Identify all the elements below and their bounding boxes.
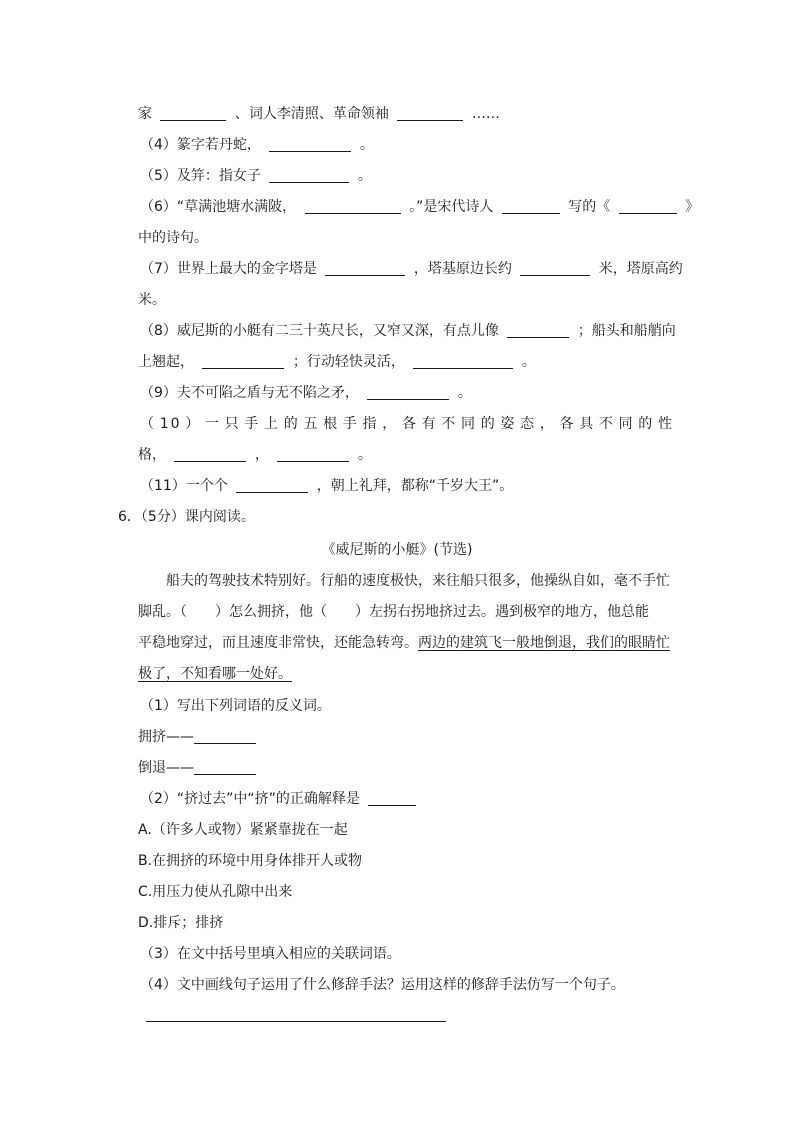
option-a[interactable] — [138, 820, 674, 840]
option-c[interactable] — [138, 882, 674, 902]
passage-line-2 — [138, 602, 674, 622]
text: （4）篆字若丹蛇， — [140, 137, 261, 153]
answer-blank[interactable] — [413, 353, 513, 369]
text: 《威尼斯的小艇》(节选) — [321, 542, 473, 558]
answer-blank[interactable] — [502, 198, 560, 214]
text: （7）世界上最大的金字塔是 — [140, 261, 317, 277]
text: 。 — [359, 137, 374, 153]
answer-blank[interactable] — [174, 446, 246, 462]
text: （5）及笄：指女子 — [140, 168, 261, 184]
text: C.用压力使从孔隙中出来 — [138, 884, 293, 900]
text: ；船头和船艄向 — [577, 323, 676, 339]
text: 拥挤—— — [138, 729, 194, 745]
line-1 — [138, 104, 674, 124]
text: （11）一个个 — [140, 478, 228, 494]
text: 》 — [685, 199, 700, 215]
text: 米，塔原高约 — [598, 261, 683, 277]
subquestion-1 — [140, 696, 674, 716]
passage-line-1 — [166, 571, 674, 591]
text: A.（许多人或物）紧紧靠拢在一起 — [138, 822, 348, 838]
question-11 — [140, 476, 674, 496]
underlined-sentence: 极了，不知看哪一处好。 — [138, 666, 292, 682]
text: 倒退—— — [138, 760, 194, 776]
text: 米。 — [138, 292, 166, 308]
text: （10）一只手上的五根手指，各有不同的姿态，各具不同的性 — [140, 416, 674, 432]
text: 船夫的驾驶技术特别好。行船的速度极快，来往船只很多，他操纵自如，毫不手忙 — [166, 573, 670, 589]
text: 家 — [138, 106, 152, 122]
answer-blank[interactable] — [305, 198, 401, 214]
question-7-line2 — [138, 290, 674, 310]
answer-blank[interactable] — [269, 136, 351, 152]
text: （6）“草满池塘水满陂， — [140, 199, 297, 215]
text: ；行动轻快灵活， — [292, 354, 405, 370]
question-7-line1 — [140, 259, 683, 279]
answer-blank[interactable] — [520, 260, 590, 276]
text: （2）“挤过去”中“挤”的正确解释是 — [140, 791, 360, 807]
text: （1）写出下列词语的反义词。 — [140, 698, 331, 714]
passage-title — [0, 540, 794, 560]
text: 写的《 — [568, 199, 611, 215]
text: 6．（5分）课内阅读。 — [118, 509, 255, 525]
answer-blank[interactable] — [325, 260, 405, 276]
answer-blank[interactable] — [619, 198, 677, 214]
question-4 — [140, 135, 674, 155]
text: 。”是宋代诗人 — [409, 199, 494, 215]
answer-blank[interactable] — [236, 477, 308, 493]
text: 中的诗句。 — [138, 230, 208, 246]
text: 。 — [457, 385, 472, 401]
text: ，塔基原边长约 — [413, 261, 512, 277]
option-d[interactable] — [138, 913, 674, 933]
underlined-sentence: 两边的建筑飞一般地倒退，我们的眼睛忙 — [418, 635, 670, 651]
question-6-heading — [118, 507, 674, 527]
question-8-line1 — [140, 321, 674, 341]
answer-blank[interactable] — [269, 167, 349, 183]
question-9 — [140, 383, 674, 403]
text: …… — [471, 106, 500, 122]
text: ， — [254, 447, 269, 463]
question-8-line2 — [138, 352, 674, 372]
text: ，朝上礼拜，都称“千岁大王”。 — [316, 478, 514, 494]
antonym-2 — [138, 758, 674, 778]
passage-line-3 — [138, 633, 674, 653]
text: D.排斥；排挤 — [138, 915, 224, 931]
answer-blank[interactable] — [277, 446, 349, 462]
subquestion-2 — [140, 789, 674, 809]
question-10-line2 — [138, 445, 674, 465]
answer-blank[interactable] — [368, 790, 416, 806]
option-b[interactable] — [138, 851, 674, 871]
answer-blank[interactable] — [194, 759, 256, 775]
antonym-1 — [138, 727, 674, 747]
text: 脚乱。（ ）怎么拥挤，他（ ）左拐右拐地挤过去。遇到极窄的地方，他总能 — [138, 604, 649, 620]
question-6-line1 — [140, 197, 700, 217]
text: 。 — [357, 168, 372, 184]
question-10-line1 — [140, 414, 674, 434]
answer-blank[interactable] — [367, 384, 449, 400]
text: 。 — [357, 447, 372, 463]
text: （8）威尼斯的小艇有二三十英尺长，又窄又深，有点儿像 — [140, 323, 499, 339]
question-6-line2 — [138, 228, 674, 248]
subquestion-3 — [140, 944, 674, 964]
answer-blank[interactable] — [160, 105, 226, 121]
answer-blank[interactable] — [507, 322, 569, 338]
text: 格， — [138, 447, 166, 463]
question-5 — [140, 166, 674, 186]
answer-blank[interactable] — [397, 105, 463, 121]
text: B.在拥挤的环境中用身体排开人或物 — [138, 853, 363, 869]
text: （9）夫不可陷之盾与无不陷之矛， — [140, 385, 359, 401]
text: 平稳地穿过，而且速度非常快，还能急转弯。 — [138, 635, 418, 651]
subquestion-4 — [140, 975, 674, 995]
passage-line-4 — [138, 664, 674, 684]
answer-line[interactable] — [146, 1021, 446, 1022]
answer-blank[interactable] — [202, 353, 284, 369]
text: 、词人李清照、革命领袖 — [234, 106, 389, 122]
text: 上翘起， — [138, 354, 194, 370]
text: （3）在文中括号里填入相应的关联词语。 — [140, 946, 401, 962]
text: （4）文中画线句子运用了什么修辞手法？运用这样的修辞手法仿写一个句子。 — [140, 977, 625, 993]
text: 。 — [521, 354, 536, 370]
answer-blank[interactable] — [194, 728, 256, 744]
